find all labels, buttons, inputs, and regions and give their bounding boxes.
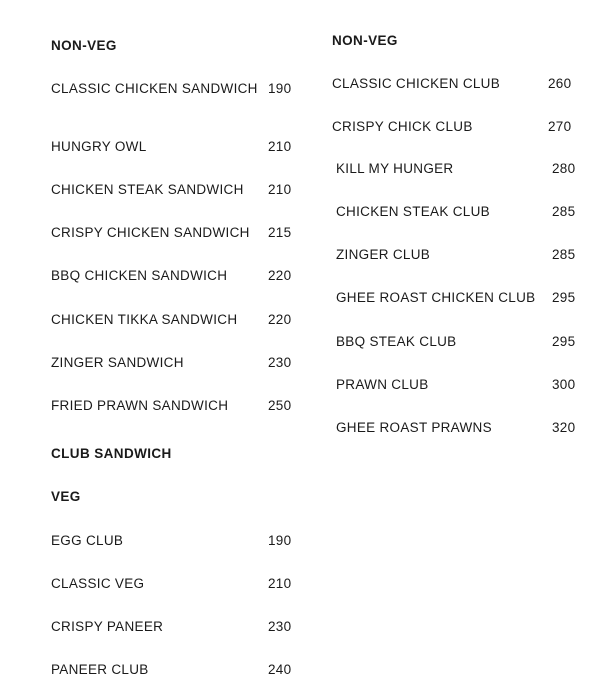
- menu-item-price: 260: [548, 76, 572, 91]
- menu-item-name: FRIED PRAWN SANDWICH: [51, 398, 229, 413]
- menu-item-name: CRISPY PANEER: [51, 619, 164, 634]
- menu-item-price: 295: [552, 334, 576, 349]
- menu-item-name: ZINGER SANDWICH: [51, 355, 184, 370]
- menu-item-price: 240: [268, 662, 292, 677]
- menu-item-name: BBQ CHICKEN SANDWICH: [51, 268, 228, 283]
- menu-item-name: CHICKEN TIKKA SANDWICH: [51, 312, 238, 327]
- menu-item-price: 215: [268, 225, 292, 240]
- menu-item-price: 300: [552, 377, 576, 392]
- menu-item-name: CRISPY CHICK CLUB: [332, 119, 473, 134]
- menu-item-price: 210: [268, 182, 292, 197]
- left-heading-non-veg: NON-VEG: [51, 38, 117, 53]
- menu-item-price: 280: [552, 161, 576, 176]
- menu-item-price: 320: [552, 420, 576, 435]
- menu-item-price: 210: [268, 139, 292, 154]
- menu-item-name: CLASSIC VEG: [51, 576, 145, 591]
- right-heading-non-veg: NON-VEG: [332, 33, 398, 48]
- menu-item-name: KILL MY HUNGER: [336, 161, 454, 176]
- menu-item-price: 230: [268, 619, 292, 634]
- menu-item-name: CLASSIC CHICKEN SANDWICH: [51, 81, 258, 96]
- menu-item-price: 295: [552, 290, 576, 305]
- menu-item-name: PANEER CLUB: [51, 662, 149, 677]
- menu-item-price: 220: [268, 312, 292, 327]
- menu-item-name: CHICKEN STEAK CLUB: [336, 204, 490, 219]
- menu-item-price: 220: [268, 268, 292, 283]
- menu-item-name: CLASSIC CHICKEN CLUB: [332, 76, 501, 91]
- menu-item-price: 270: [548, 119, 572, 134]
- menu-item-price: 230: [268, 355, 292, 370]
- menu-item-name: BBQ STEAK CLUB: [336, 334, 457, 349]
- menu-item-name: CRISPY CHICKEN SANDWICH: [51, 225, 250, 240]
- menu-item-price: 210: [268, 576, 292, 591]
- menu-item-name: GHEE ROAST CHICKEN CLUB: [336, 290, 536, 305]
- menu-item-price: 285: [552, 204, 576, 219]
- menu-item-price: 285: [552, 247, 576, 262]
- menu-item-name: PRAWN CLUB: [336, 377, 429, 392]
- menu-item-price: 250: [268, 398, 292, 413]
- menu-item-name: EGG CLUB: [51, 533, 124, 548]
- menu-item-price: 190: [268, 533, 292, 548]
- menu-item-price: 190: [268, 81, 292, 96]
- sub-heading-veg: VEG: [51, 489, 81, 504]
- menu-item-name: HUNGRY OWL: [51, 139, 147, 154]
- menu-item-name: GHEE ROAST PRAWNS: [336, 420, 492, 435]
- menu-item-name: CHICKEN STEAK SANDWICH: [51, 182, 244, 197]
- menu-item-name: ZINGER CLUB: [336, 247, 431, 262]
- section-title-club-sandwich: CLUB SANDWICH: [51, 446, 172, 461]
